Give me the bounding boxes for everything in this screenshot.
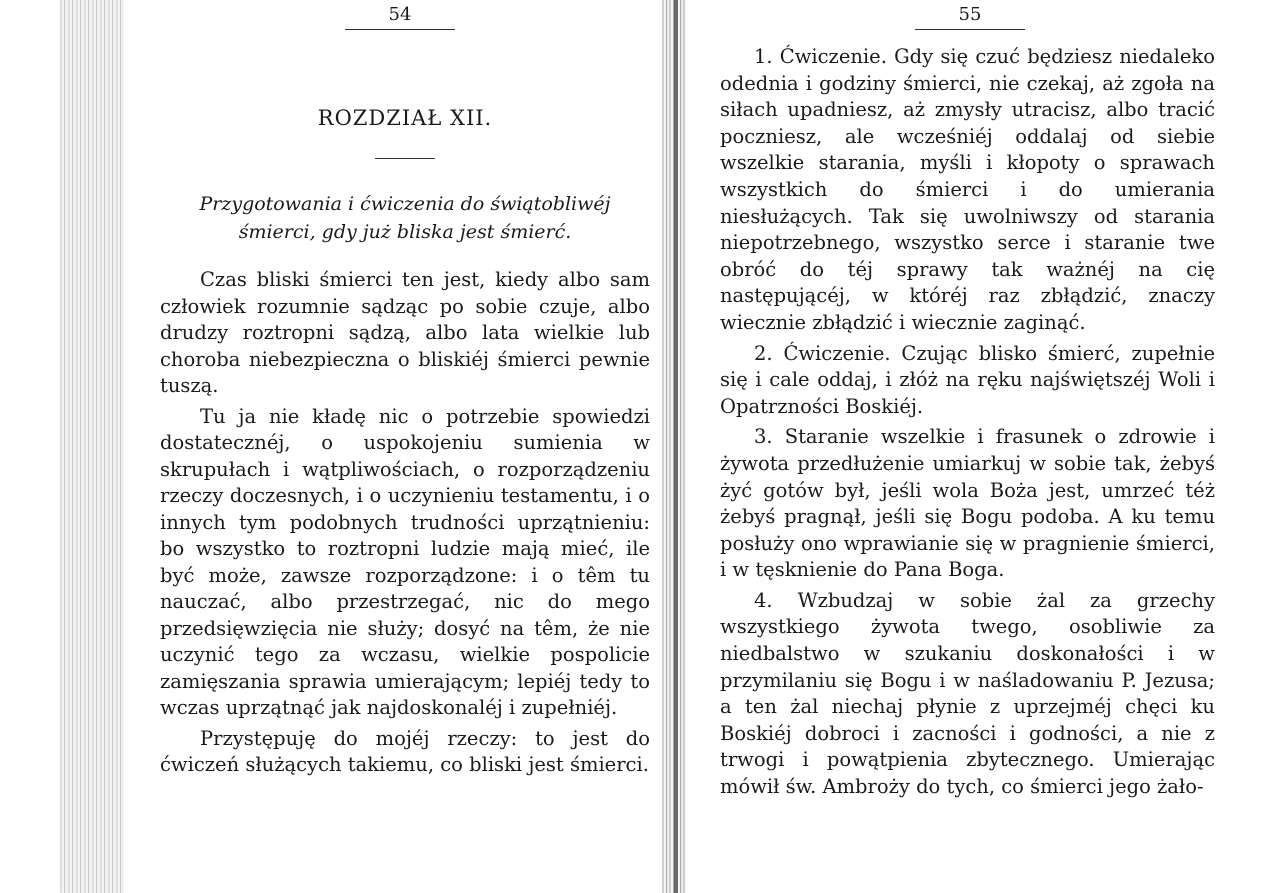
paragraph: 4. Wzbudzaj w sobie żal za grzechy wszystkiego żywota twego, osobliwie za niedbalstwo w szukaniu doskonałości i w przymilaniu się Bogu i w naśladowaniu P. Jezusa; a ten żal niechaj płynie z uprzejméj chęci ku Boskiéj dobroci i zacności i godności, a nie z trwogi i powątpienia zbytecznego. Umierając mówił św. Ambroży do tych, co śmierci jego żało- [720, 588, 1215, 799]
heading-rule [375, 158, 435, 159]
page-number: 55 [915, 4, 1025, 30]
right-page [720, 0, 1215, 893]
left-body-text [160, 267, 650, 783]
gutter-shadow [674, 0, 678, 893]
chapter-subtitle: Przygotowania i ćwiczenia do świątobliwéj śmierci, gdy już bliska jest śmierć. [199, 193, 611, 243]
right-body-text [720, 44, 1215, 805]
paragraph: Tu ja nie kładę nic o potrzebie spowiedzi dostatecznéj, o uspokojeniu sumienia w skrupułach i wątpliwościach, o rozporządzeniu rzeczy doczesnych, i o uczynieniu testamentu, i o innych tym podobnych trudności uprzątnieniu: bo wszystko to roztropni ludzie mają mieć, ile być może, zawsze rozporządzone: i o têm tu nauczać, albo przestrzegać, nic do mego przedsięwzięcia nie służy; dosyć na têm, że nie uczynić tego za wczasu, wielkie pospolicie zamięszania sprawia umierającym; lepiéj tedy to wczas uprzątnąć jak najdoskonaléj i zupełniéj. [160, 404, 650, 719]
paragraph: 2. Ćwiczenie. Czując blisko śmierć, zupełnie się i cale oddaj, i złóż na ręku najświętszéj Woli i Opatrzności Boskiéj. [720, 341, 1215, 418]
paragraph: 1. Ćwiczenie. Gdy się czuć będziesz niedaleko odednia i godziny śmierci, nie czekaj, aż zgoła na siłach upadniesz, aż zmysły utracisz, albo tracić poczniesz, ale wcześniéj oddalaj od siebie wszelkie starania, myśli i kłopoty o sprawach wszystkich do śmierci i do umierania niesłużących. Tak się uwolniwszy od starania niepotrzebnego, wszystko serce i staranie twe obróć do téj sprawy tak ważnéj na cię następującéj, w któréj raz zbłądzić, znaczy wiecznie zbłądzić i wiecznie zaginąć. [720, 45, 1215, 334]
chapter-heading: ROZDZIAŁ XII. [317, 106, 493, 130]
page-number: 54 [345, 4, 455, 30]
paragraph: Czas bliski śmierci ten jest, kiedy albo sam człowiek rozumnie sądząc po sobie czuje, albo drudzy roztropni sądzą, albo lata wielkie lub choroba niebezpieczna o bliskiéj śmierci pewnie tuszą. [160, 268, 650, 397]
left-page [160, 0, 650, 893]
left-binding-edge [60, 0, 124, 893]
paragraph: 3. Staranie wszelkie i frasunek o zdrowie i żywota przedłużenie umiarkuj w sobie tak, żebyś żyć gotów był, jeśli wola Boża jest, umrzeć téż żebyś pragnął, jeśli się Bogu podoba. A ku temu posłuży ono wprawianie się w pragnienie śmierci, i w tęsknienie do Pana Boga. [720, 425, 1215, 582]
paragraph: Przystępuję do mojéj rzeczy: to jest do ćwiczeń służących takiemu, co bliski jest śmierci. [160, 726, 650, 776]
